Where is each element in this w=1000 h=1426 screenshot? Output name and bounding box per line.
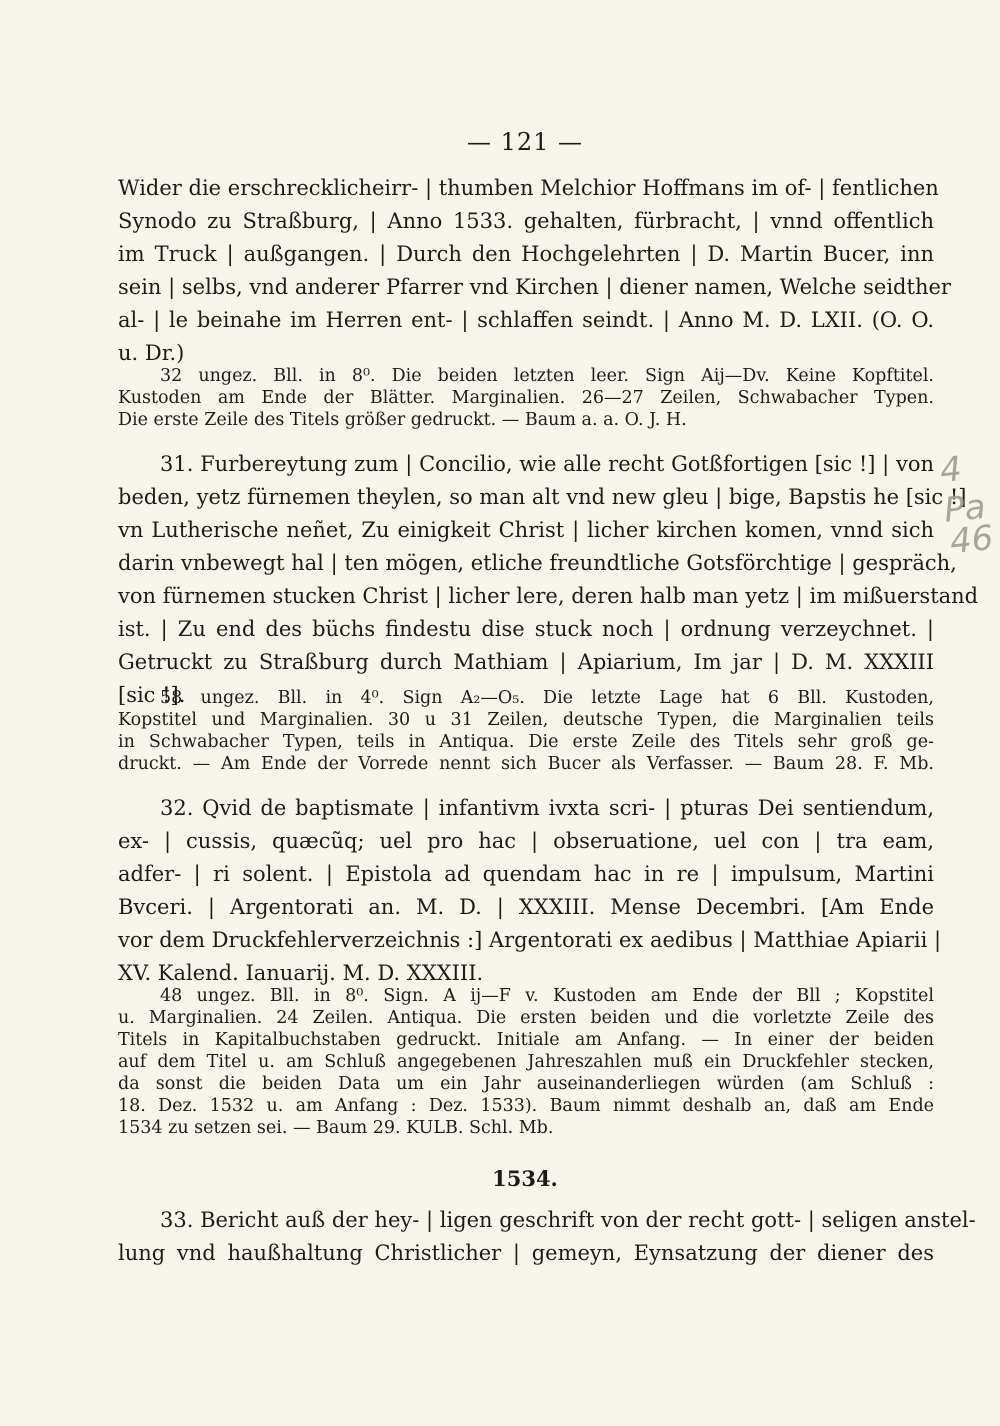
year-heading: 1534. bbox=[492, 1166, 558, 1191]
title-line: im Truck | außgangen. | Durch den Hochgelehrten | D. Martin Bucer, inn bbox=[118, 242, 934, 266]
title-line: vor dem Druckfehlerverzeichnis :] Argentorati ex aedibus | Matthiae Apiarii | bbox=[118, 928, 942, 952]
note-line: 18. Dez. 1532 u. am Anfang : Dez. 1533). Baum nimmt deshalb an, daß am Ende bbox=[118, 1096, 934, 1116]
note-line: Titels in Kapitalbuchstaben gedruckt. Initiale am Anfang. — In einer der beiden bbox=[118, 1030, 934, 1050]
title-line: 31. Furbereytung zum | Concilio, wie alle recht Gotßfortigen [sic !] | von bbox=[160, 452, 934, 476]
title-line: al- | le beinahe im Herren ent- | schlaffen seindt. | Anno M. D. LXII. (O. O. bbox=[118, 308, 934, 332]
note-line: Kustoden am Ende der Blätter. Marginalien. 26—27 Zeilen, Schwabacher Typen. bbox=[118, 388, 934, 408]
title-line: [sic !]. bbox=[118, 683, 186, 707]
note-line: druckt. — Am Ende der Vorrede nennt sich Bucer als Verfasser. — Baum 28. F. Mb. bbox=[118, 754, 934, 774]
page-number: — 121 — bbox=[466, 128, 584, 156]
title-line: Wider die erschrecklicheirr- | thumben Melchior Hoffmans im of- | fentlichen bbox=[118, 176, 939, 200]
title-line: vn Lutherische neñet, Zu einigkeit Christ | licher kirchen komen, vnnd sich bbox=[118, 518, 934, 542]
title-line: u. Dr.) bbox=[118, 341, 185, 365]
title-line: XV. Kalend. Ianuarij. M. D. XXXIII. bbox=[118, 961, 484, 985]
title-line: Synodo zu Straßburg, | Anno 1533. gehalten, fürbracht, | vnnd offentlich bbox=[118, 209, 934, 233]
note-line: Die erste Zeile des Titels größer gedruckt. — Baum a. a. O. J. H. bbox=[118, 410, 687, 430]
title-line: ist. | Zu end des büchs findestu dise stuck noch | ordnung verzeychnet. | bbox=[118, 617, 934, 641]
title-line: darin vnbewegt hal | ten mögen, etliche freundtliche Gotsförchtige | gespräch, bbox=[118, 551, 957, 575]
margin-note: 4 Pa bbox=[937, 448, 988, 531]
margin-note: 46 bbox=[948, 517, 996, 563]
title-line: 32. Qvid de baptismate | infantivm ivxta scri- | pturas Dei sentiendum, bbox=[160, 796, 934, 820]
title-line: lung vnd haußhaltung Christlicher | gemeyn, Eynsatzung der diener des bbox=[118, 1241, 934, 1265]
note-line: in Schwabacher Typen, teils in Antiqua. Die erste Zeile des Titels sehr groß ge- bbox=[118, 732, 934, 752]
title-line: Bvceri. | Argentorati an. M. D. | XXXIII. Mense Decembri. [Am Ende bbox=[118, 895, 934, 919]
title-line: 33. Bericht auß der hey- | ligen geschrift von der recht gott- | seligen anstel- bbox=[160, 1208, 976, 1232]
title-line: von fürnemen stucken Christ | licher lere, deren halb man yetz | im mißuerstand bbox=[118, 584, 979, 608]
title-line: ex- | cussis, quæcũq; uel pro hac | obseruatione, uel con | tra eam, bbox=[118, 829, 934, 853]
note-line: auf dem Titel u. am Schluß angegebenen Jahreszahlen muß ein Druckfehler stecken, bbox=[118, 1052, 934, 1072]
note-line: da sonst die beiden Data um ein Jahr auseinanderliegen würden (am Schluß : bbox=[118, 1074, 934, 1094]
note-line: 1534 zu setzen sei. — Baum 29. KULB. Schl. Mb. bbox=[118, 1118, 554, 1138]
note-line: 58 ungez. Bll. in 4⁰. Sign A₂—O₅. Die letzte Lage hat 6 Bll. Kustoden, bbox=[160, 688, 934, 708]
title-line: beden, yetz fürnemen theylen, so man alt vnd new gleu | bige, Bapstis he [sic !] bbox=[118, 485, 967, 509]
note-line: 48 ungez. Bll. in 8⁰. Sign. A ij—F v. Kustoden am Ende der Bll ; Kopstitel bbox=[160, 986, 934, 1006]
note-line: 32 ungez. Bll. in 8⁰. Die beiden letzten leer. Sign Aij—Dv. Keine Kopftitel. bbox=[160, 366, 934, 386]
title-line: Getruckt zu Straßburg durch Mathiam | Apiarium, Im jar | D. M. XXXIII bbox=[118, 650, 934, 674]
title-line: sein | selbs, vnd anderer Pfarrer vnd Kirchen | diener namen, Welche seidther bbox=[118, 275, 951, 299]
note-line: u. Marginalien. 24 Zeilen. Antiqua. Die ersten beiden und die vorletzte Zeile des bbox=[118, 1008, 934, 1028]
note-line: Kopstitel und Marginalien. 30 u 31 Zeilen, deutsche Typen, die Marginalien teils bbox=[118, 710, 934, 730]
title-line: adfer- | ri solent. | Epistola ad quendam hac in re | impulsum, Martini bbox=[118, 862, 934, 886]
